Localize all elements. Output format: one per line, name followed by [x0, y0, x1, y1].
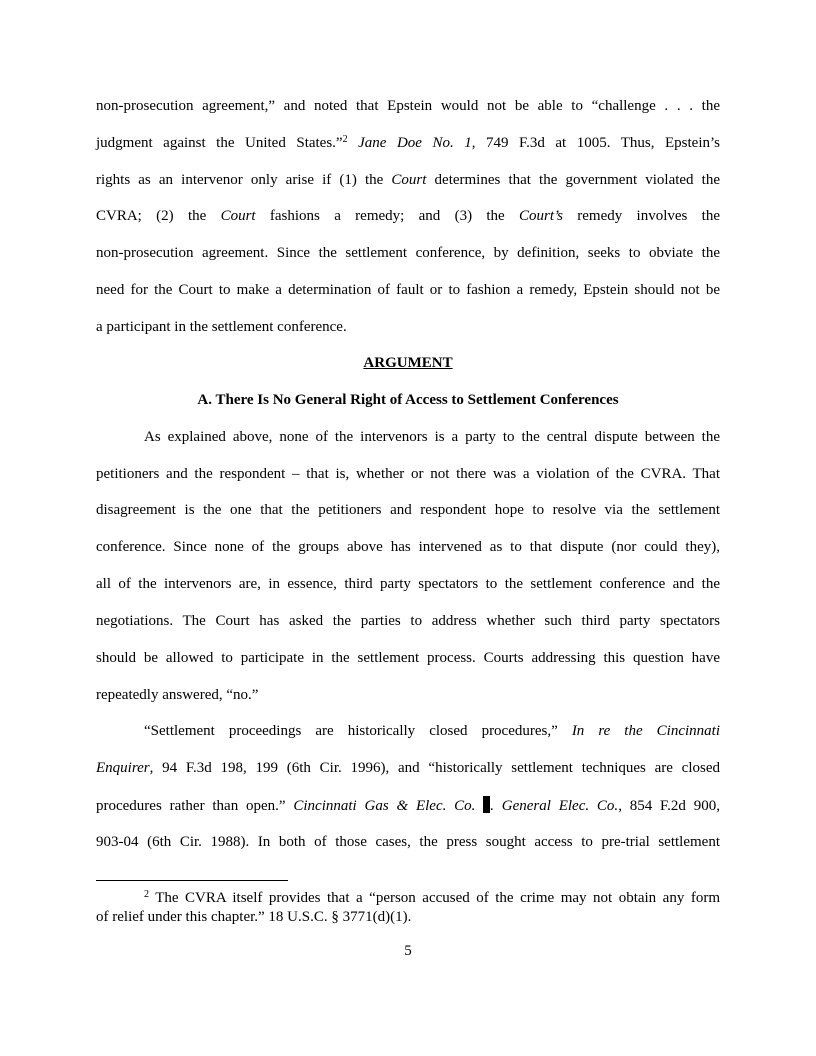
body-line-5: non-prosecution agreement. Since the settlement conference, by definition, seeks to obviate the	[96, 245, 720, 261]
case-citation: Enquirer	[96, 760, 150, 776]
para3-line-1: “Settlement proceedings are historically closed procedures,” In re the Cincinnati	[144, 723, 721, 739]
body-line-2: judgment against the United States.”$^2$ Jane Doe No. 1, 749 F.3d at 1005. Thus, Epstein’s	[96, 134, 720, 151]
body-line-1: non-prosecution agreement,” and noted that Epstein would not be able to “challenge . . . the	[96, 98, 720, 114]
argument-heading: ARGUMENT	[363, 355, 453, 371]
footnote-ref: 2	[342, 134, 348, 145]
footnote-line-1: $^2$ The CVRA itself provides that a “person accused of the crime may not obtain any form	[144, 889, 720, 906]
para2-line-7: should be allowed to participate in the settlement process. Courts addressing this question have	[96, 650, 720, 666]
body-line-3: rights as an intervenor only arise if (1) the Court determines that the government violated the	[96, 172, 720, 188]
para2-line-5: all of the intervenors are, in essence, third party spectators to the settlement conference and the	[96, 576, 720, 592]
footnote-marker: 2	[144, 889, 149, 900]
case-citation: Cincinnati Gas & Elec. Co.	[293, 798, 484, 814]
para2-line-6: negotiations. The Court has asked the parties to address whether such third party spectators	[96, 613, 720, 629]
para2-line-2: petitioners and the respondent – that is, whether or not there was a violation of the CVRA. That	[96, 466, 720, 482]
case-citation: In re the Cincinnati	[571, 723, 721, 739]
footnote-separator	[96, 880, 288, 881]
footnote-line-2: of relief under this chapter.” 18 U.S.C. § 3771(d)(1).	[96, 909, 412, 925]
para2-line-8: repeatedly answered, “no.”	[96, 687, 259, 703]
body-line-4: CVRA; (2) the Court fashions a remedy; and (3) the Court’s remedy involves the	[96, 208, 720, 224]
section-a-heading: A. There Is No General Right of Access to Settlement Conferences	[197, 392, 619, 408]
para3-line-4: 903-04 (6th Cir. 1988). In both of those cases, the press sought access to pre-trial settlement	[96, 834, 720, 850]
body-line-7: a participant in the settlement conference.	[96, 319, 347, 335]
page-number: 5	[404, 943, 412, 959]
para2-line-3: disagreement is the one that the petitioners and respondent hope to resolve via the settlement	[96, 502, 720, 518]
para3-line-3: procedures rather than open.” Cincinnati Gas & Elec. Co. . General Elec. Co., 854 F.2d 900,	[96, 798, 720, 814]
para2-line-1: As explained above, none of the intervenors is a party to the central dispute between the	[144, 429, 720, 445]
para2-line-4: conference. Since none of the groups above has intervened as to that dispute (nor could they),	[96, 539, 720, 555]
body-line-6: need for the Court to make a determination of fault or to fashion a remedy, Epstein should not be	[96, 282, 720, 298]
para3-line-2: Enquirer, 94 F.3d 198, 199 (6th Cir. 1996), and “historically settlement techniques are closed	[96, 760, 720, 776]
case-citation: Jane Doe No. 1	[358, 135, 472, 151]
